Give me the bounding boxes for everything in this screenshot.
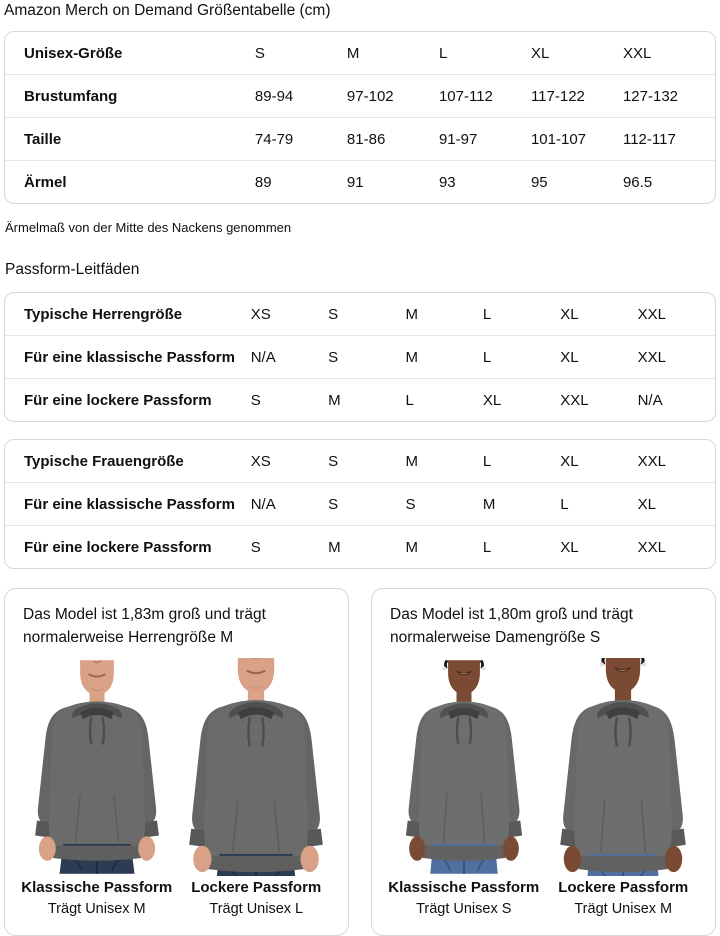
wears-label: Trägt Unisex M <box>574 900 673 917</box>
female-model-classic-fit-photo <box>389 658 539 876</box>
wears-label: Trägt Unisex L <box>209 900 304 917</box>
table-cell: XL <box>560 336 637 379</box>
table-row <box>5 440 715 483</box>
table-row <box>5 379 715 422</box>
table-cell: L <box>482 305 492 323</box>
mens-fit-table <box>4 292 716 422</box>
model-figures <box>17 658 336 917</box>
table-cell: XXL <box>622 44 652 62</box>
sleeve-measure-footnote: Ärmelmaß von der Mitte des Nackens genommen <box>5 220 292 235</box>
table-cell: XS <box>250 452 271 470</box>
model-description: Das Model ist 1,80m groß und trägt normalerweise Damengröße S <box>390 606 633 647</box>
table-cell: M <box>405 305 418 323</box>
table-cell: S <box>328 336 405 379</box>
model-cards <box>4 588 716 936</box>
table-cell: 89-94 <box>255 75 347 118</box>
row-label: Taille <box>5 118 255 161</box>
fit-label: Klassische Passform <box>21 878 173 896</box>
table-cell: 93 <box>439 161 531 204</box>
table-cell: M <box>405 526 482 569</box>
fit-guides-title: Passform-Leitfäden <box>5 261 140 278</box>
table-cell: 101-107 <box>531 118 623 161</box>
table-row <box>5 161 715 204</box>
table-cell: M <box>405 336 482 379</box>
table-row <box>5 75 715 118</box>
table-row <box>5 293 715 336</box>
model-figure-classic <box>384 658 544 917</box>
table-cell: S <box>254 44 265 62</box>
table-cell: 91-97 <box>439 118 531 161</box>
table-cell: S <box>328 483 405 526</box>
table-cell: S <box>328 305 339 323</box>
table-cell: 127-132 <box>623 75 715 118</box>
unisex-size-table <box>4 31 716 204</box>
table-cell: M <box>328 379 405 422</box>
table-cell: 81-86 <box>347 118 439 161</box>
table-cell: N/A <box>638 379 715 422</box>
table-cell: XL <box>483 379 560 422</box>
fit-label: Lockere Passform <box>191 878 322 896</box>
female-model-loose-fit-photo <box>548 658 698 876</box>
row-label: Ärmel <box>5 161 255 204</box>
table-row <box>5 483 715 526</box>
table-row <box>5 32 715 75</box>
table-cell: XL <box>560 452 579 470</box>
row-label: Für eine lockere Passform <box>5 379 251 422</box>
mens-fit-table-grid <box>5 293 715 421</box>
row-label: Brustumfang <box>5 75 255 118</box>
table-cell: L <box>482 452 492 470</box>
row-label: Typische Frauengröße <box>24 452 184 470</box>
model-card-women <box>371 588 716 936</box>
table-cell: XXL <box>637 452 666 470</box>
table-row <box>5 336 715 379</box>
table-cell: N/A <box>251 483 328 526</box>
table-cell: 97-102 <box>347 75 439 118</box>
table-cell: 91 <box>347 161 439 204</box>
model-figure-classic <box>17 658 177 917</box>
table-cell: XXL <box>638 336 715 379</box>
table-cell: 89 <box>255 161 347 204</box>
wears-label: Trägt Unisex M <box>47 900 146 917</box>
model-description: Das Model ist 1,83m groß und trägt normalerweise Herrengröße M <box>23 606 266 647</box>
table-cell: XS <box>250 305 271 323</box>
model-figure-loose <box>177 658 337 917</box>
page-title: Amazon Merch on Demand Größentabelle (cm) <box>4 2 331 19</box>
table-cell: 95 <box>531 161 623 204</box>
table-cell: M <box>483 483 560 526</box>
womens-fit-table <box>4 439 716 569</box>
fit-label: Klassische Passform <box>388 878 540 896</box>
male-model-loose-fit-photo <box>181 658 331 876</box>
table-row <box>5 526 715 569</box>
row-label: Typische Herrengröße <box>24 305 183 323</box>
unisex-size-table-grid <box>5 32 715 203</box>
wears-label: Trägt Unisex S <box>416 900 512 917</box>
table-cell: XXL <box>638 526 715 569</box>
table-cell: 117-122 <box>531 75 623 118</box>
table-cell: 74-79 <box>255 118 347 161</box>
table-cell: M <box>328 526 405 569</box>
table-cell: XXL <box>637 305 666 323</box>
row-label: Für eine klassische Passform <box>5 336 251 379</box>
table-cell: XL <box>638 483 715 526</box>
table-cell: S <box>405 483 482 526</box>
row-label: Für eine klassische Passform <box>5 483 251 526</box>
model-card-men <box>4 588 349 936</box>
table-cell: 112-117 <box>623 118 715 161</box>
table-row <box>5 118 715 161</box>
table-cell: S <box>328 452 339 470</box>
table-cell: L <box>560 483 637 526</box>
table-cell: XL <box>560 526 637 569</box>
row-label: Unisex-Größe <box>24 44 123 62</box>
table-cell: S <box>251 379 328 422</box>
table-cell: XXL <box>560 379 637 422</box>
table-cell: XL <box>530 44 550 62</box>
table-cell: M <box>346 44 360 62</box>
row-label: Für eine lockere Passform <box>5 526 251 569</box>
model-figures <box>384 658 703 917</box>
table-cell: S <box>251 526 328 569</box>
table-cell: L <box>483 336 560 379</box>
table-cell: M <box>405 452 418 470</box>
fit-label: Lockere Passform <box>558 878 689 896</box>
table-cell: 96.5 <box>623 161 715 204</box>
table-cell: L <box>405 379 482 422</box>
table-cell: L <box>483 526 560 569</box>
table-cell: XL <box>560 305 579 323</box>
model-figure-loose <box>544 658 704 917</box>
male-model-classic-fit-photo <box>22 658 172 876</box>
table-cell: N/A <box>251 336 328 379</box>
table-cell: L <box>438 44 448 62</box>
womens-fit-table-grid <box>5 440 715 568</box>
table-cell: 107-112 <box>439 75 531 118</box>
